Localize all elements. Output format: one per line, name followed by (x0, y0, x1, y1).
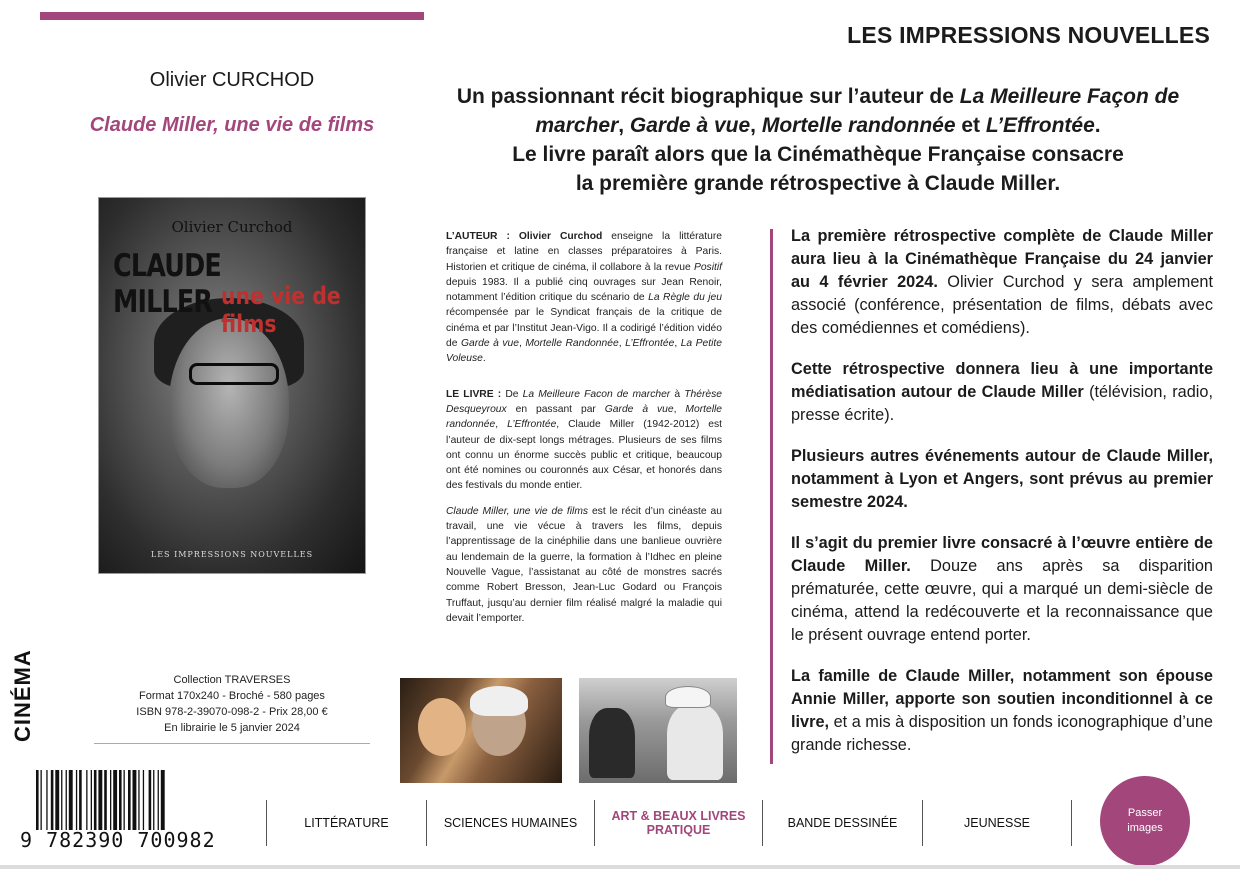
title-ref: Positif (693, 261, 722, 273)
text: , (495, 419, 508, 431)
highlight-paragraph (791, 358, 1213, 427)
text: Olivier Curchod y sera amplement associé (conférence, présentation de films, débats avec des comédiennes et comédiens). (791, 273, 1213, 337)
cover-imprint: LES IMPRESSIONS NOUVELLES (150, 550, 314, 559)
film-still-photo (400, 678, 562, 783)
headline-text: , (618, 114, 630, 137)
on-set-photo (579, 678, 737, 783)
barcode-bar (79, 770, 82, 830)
nav-item-label: SCIENCES HUMAINES (443, 816, 578, 830)
barcode-bar (61, 770, 62, 830)
nav-item-label: LITTÉRATURE (304, 816, 389, 830)
photo-figure (418, 698, 466, 756)
barcode-bar (41, 770, 42, 830)
text: enseigne la littérature française et latine en classes préparatoires à Paris. Historien et critique de cinéma, il collabore à la revue (446, 231, 722, 273)
headline-film: Mortelle randonnée (761, 114, 956, 137)
nav-item-jeunesse[interactable] (922, 800, 1072, 846)
text: Douze ans après sa disparition prématurée, cette œuvre, qui a marqué un demi-siècle de cinéma, attend la redécouverte et la reconnaissance que le présent ouvrage entend porter. (791, 557, 1213, 644)
text: en passant par (506, 403, 605, 415)
barcode-bar (36, 770, 39, 830)
barcode-bar (119, 770, 122, 830)
publisher-name: LES IMPRESSIONS NOUVELLES (847, 22, 1210, 48)
book-author: Olivier CURCHOD (149, 69, 315, 91)
headline (430, 82, 1206, 198)
headline-text: Un passionnant récit biographique sur l’auteur de (456, 85, 960, 108)
barcode-bar (149, 770, 152, 830)
highlight-paragraph (791, 532, 1213, 647)
bold-text: Plusieurs autres événements autour de Claude Miller, notamment à Lyon et Angers, sont prévus au premier semestre 2024. (791, 447, 1213, 511)
book-paragraph (446, 387, 722, 494)
category-nav (266, 800, 1072, 846)
author-label: L’AUTEUR : Olivier Curchod (446, 231, 603, 242)
format-line: Format 170x240 - Broché - 580 pages (139, 690, 325, 702)
title-ref: Garde à vue (604, 403, 674, 415)
nav-item-sciences-humaines[interactable] (426, 800, 594, 846)
barcode-bar (55, 770, 59, 830)
highlight-paragraph (791, 445, 1213, 514)
book-title: Claude Miller, une vie de films (89, 114, 375, 136)
collection-info (94, 672, 370, 736)
title-ref: L’Effrontée (507, 419, 557, 431)
barcode-bar (113, 770, 117, 830)
collection-line: Collection TRAVERSES (173, 674, 291, 686)
cover-subtitle: une vie de films (221, 282, 341, 338)
bottom-band (0, 865, 1240, 869)
text: récompensée par le Syndicat français de la critique de cinéma et par l’Institut Jean-Vigo. Il a codirigé l’édition vidéo de (446, 307, 722, 350)
photo-detail (470, 686, 528, 716)
text: , (618, 338, 626, 350)
nav-item-label: JEUNESSE (964, 816, 1030, 830)
nav-item-litterature[interactable] (266, 800, 426, 846)
nav-item-label: BANDE DESSINÉE (787, 816, 898, 830)
text: . (482, 353, 486, 365)
text: De (501, 388, 523, 400)
bold-text: Il s’agit du premier livre consacré à l’œuvre entière de Claude Miller. (791, 534, 1213, 575)
text: , (673, 403, 686, 415)
headline-text: la première grande rétrospective à Claude Miller. (575, 172, 1061, 195)
barcode-bar (51, 770, 54, 830)
barcode-bar (46, 770, 47, 830)
cover-author: Olivier Curchod (171, 218, 293, 236)
text: , Claude Miller (1942-2012) est l’auteur de dix-sept longs métrages. Plusieurs de ses films ont connu un énorme succès public et critique, beaucoup ont été nomines ou couronnés aux César, et honorés dans des festivals du monde entier. (446, 419, 722, 492)
accent-bar (40, 12, 424, 20)
barcode-bar (143, 770, 144, 830)
accent-rule (770, 229, 773, 764)
headline-film: Garde à vue (629, 114, 751, 137)
barcode-bar (94, 770, 97, 830)
text: et a mis à disposition un fonds iconographique d’une grande richesse. (791, 713, 1213, 754)
bold-text: La première rétrospective complète de Claude Miller aura lieu à la Cinémathèque Française du 24 janvier au 4 février 2024. (791, 227, 1213, 291)
barcode-bar (128, 770, 131, 830)
cover-portrait-glasses (189, 363, 279, 385)
title-ref: La Petite Voleuse (446, 338, 722, 365)
isbn-line: ISBN 978-2-39070-098-2 - Prix 28,00 € (136, 706, 328, 718)
headline-film: La Meilleure Façon de marcher (535, 85, 1180, 137)
cover-portrait-face (169, 318, 289, 488)
photo-figure (667, 704, 723, 780)
title-ref: La Règle du jeu (648, 292, 722, 304)
barcode-bar (98, 770, 102, 830)
book-label: LE LIVRE : (446, 388, 502, 400)
description-column (446, 229, 722, 646)
photo-figure (589, 708, 635, 778)
barcode-bar (158, 770, 159, 830)
barcode-bar (124, 770, 125, 830)
barcode-bar (69, 770, 73, 830)
skip-images-button[interactable] (1100, 776, 1190, 866)
release-line: En librairie le 5 janvier 2024 (164, 722, 300, 734)
headline-text: Le livre paraît alors que la Cinémathèque Française consacre (512, 143, 1124, 166)
barcode-bar (133, 770, 137, 830)
cover-title: CLAUDE MILLER (113, 248, 221, 320)
barcode-bar (138, 770, 139, 830)
author-paragraph (446, 229, 722, 367)
text: , (518, 338, 526, 350)
text: , (674, 338, 681, 350)
barcode-bar (104, 770, 107, 830)
title-ref: Garde à vue (460, 338, 519, 350)
divider (94, 743, 370, 744)
nav-item-art-beaux-livres[interactable] (594, 800, 762, 846)
title-ref: Mortelle randonnée (446, 403, 723, 431)
nav-item-bande-dessinee[interactable] (762, 800, 922, 846)
title-ref: L’Effrontée (625, 338, 675, 350)
headline-text: , (750, 114, 762, 137)
barcode-image (36, 770, 238, 830)
highlight-paragraph (791, 665, 1213, 757)
headline-text: et (955, 114, 986, 137)
barcode-bar (66, 770, 67, 830)
barcode-digits: 9 782390 700982 (20, 828, 216, 852)
bold-text: La famille de Claude Miller, notamment son épouse Annie Miller, apporte son soutien inconditionnel à ce livre, (791, 667, 1213, 731)
text: depuis 1983. Il a publié cinq ouvrages sur Jean Renoir, notamment l’édition critique du scénario de (446, 276, 722, 304)
photo-detail (665, 686, 711, 708)
text: est le récit d’un cinéaste au travail, une vie vécue à travers les films, depuis l’apprentissage de la cinéphilie dans une banlieue ouvrière au lendemain de la guerre, la formation à l’Idhec en pleine Nouvelle Vague, l’assistanat au côté de monstres sacrés comme Robert Bresson, Jean-Luc Godard ou François Truffaut, jusqu’au dernier film réalisé malgré la maladie qui devait l’emporter. (446, 505, 723, 624)
title-ref: Claude Miller, une vie de films (446, 505, 589, 517)
book-cover-image (98, 197, 366, 574)
nav-item-label: ART & BEAUX LIVRES PRATIQUE (611, 809, 746, 837)
barcode-bar (110, 770, 111, 830)
highlights-column (791, 225, 1213, 775)
barcode-bar (86, 770, 87, 830)
barcode-bar (161, 770, 165, 830)
highlight-paragraph (791, 225, 1213, 340)
title-ref: Thérèse Desqueyroux (446, 388, 723, 415)
barcode-bar (76, 770, 77, 830)
title-ref: Mortelle Randonnée (525, 338, 619, 350)
book-paragraph-2 (446, 504, 722, 626)
category-label: CINÉMA (10, 649, 35, 742)
bold-text: Cette rétrospective donnera lieu à une importante médiatisation autour de Claude Miller (791, 360, 1213, 401)
title-ref: La Meilleure Facon de marcher (522, 388, 671, 400)
skip-button-label: Passer images (1127, 807, 1163, 834)
headline-film: L’Effrontée (985, 114, 1095, 137)
barcode-bar (153, 770, 154, 830)
barcode-bar (91, 770, 92, 830)
text: (télévision, radio, presse écrite). (791, 383, 1213, 424)
text: à (670, 388, 685, 400)
headline-text: . (1094, 114, 1101, 137)
